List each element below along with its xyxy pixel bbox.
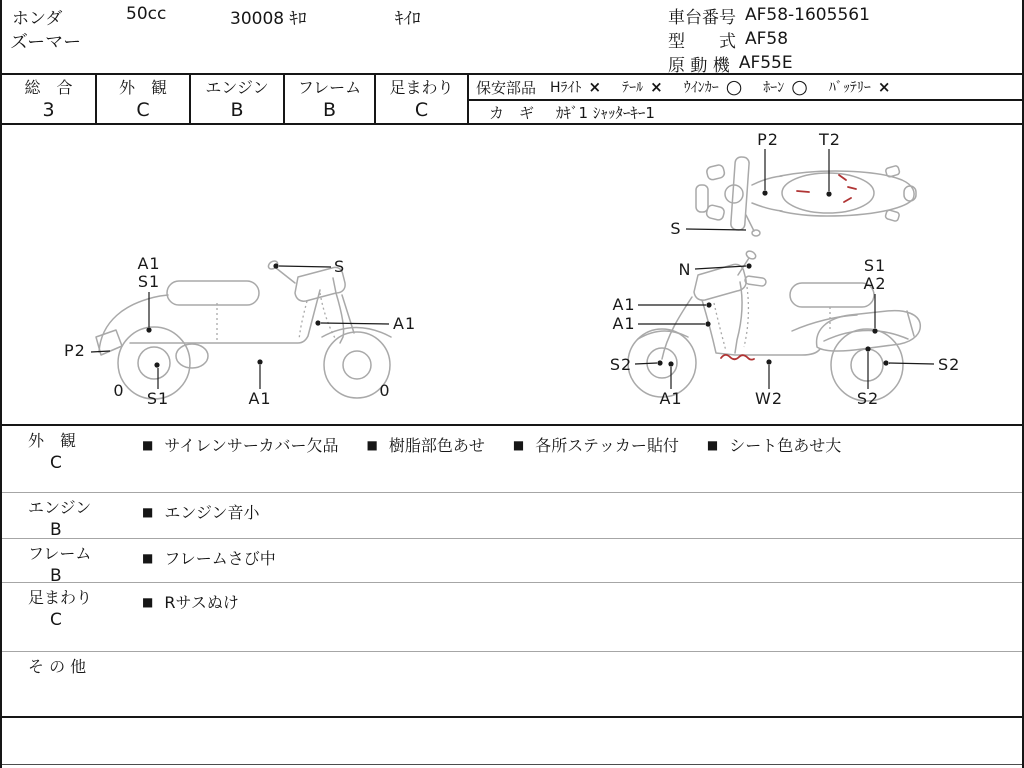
shield-rear-edge bbox=[735, 282, 742, 353]
kickstand-foot bbox=[752, 230, 760, 236]
note-label-block bbox=[2, 539, 142, 586]
damage-mark bbox=[839, 175, 846, 180]
grade-cell-overall bbox=[2, 75, 97, 123]
chassis-number-label: 車台番号 bbox=[668, 7, 736, 28]
leader-line bbox=[279, 266, 331, 267]
note-row-undercarriage bbox=[2, 582, 1022, 651]
status-x-mark: × bbox=[877, 78, 891, 96]
marker-dot bbox=[668, 361, 673, 366]
engine-code-value: AF55E bbox=[738, 53, 793, 73]
safety-item-name: ﾊﾞｯﾃﾘｰ bbox=[828, 80, 871, 96]
safety-item-name: ﾎｰﾝ bbox=[763, 80, 785, 96]
note-label-block bbox=[2, 652, 142, 716]
note-row-exterior bbox=[2, 424, 1022, 492]
engine-code-label: 原 動 機 bbox=[668, 55, 730, 76]
note-row-engine bbox=[2, 492, 1022, 538]
status-circle-mark: ○ bbox=[791, 75, 808, 98]
safety-item-tail bbox=[622, 77, 663, 97]
marker-dot bbox=[762, 190, 767, 195]
mirror bbox=[745, 249, 757, 260]
chassis-number-line bbox=[668, 3, 870, 27]
damage-label-s1: S1 bbox=[137, 272, 161, 291]
mileage: 30008 ｷﾛ bbox=[230, 9, 307, 29]
status-x-mark: × bbox=[588, 78, 602, 96]
note-items bbox=[142, 583, 1022, 651]
front-wheel bbox=[696, 185, 708, 212]
grade-value-frame: B bbox=[322, 99, 337, 121]
damage-label-s2: S2 bbox=[856, 389, 880, 408]
note-label-block bbox=[2, 493, 142, 538]
left-grip bbox=[706, 164, 726, 181]
safety-item-name: ﾃｰﾙ bbox=[622, 80, 644, 96]
safety-parts-label: 保安部品 bbox=[476, 78, 537, 97]
damage-label-w2: W2 bbox=[755, 389, 783, 408]
seat bbox=[167, 281, 259, 305]
damage-mark bbox=[848, 187, 856, 189]
grade-value-overall: 3 bbox=[42, 99, 55, 121]
marker-dot bbox=[146, 327, 151, 332]
note-section-grade: C bbox=[50, 610, 62, 630]
note-row-other bbox=[2, 651, 1022, 716]
grade-label-frame: フレーム bbox=[297, 78, 362, 97]
marker-dot bbox=[273, 263, 278, 268]
damage-label-s2: S2 bbox=[609, 355, 633, 374]
grade-table bbox=[2, 73, 1022, 125]
note-text: サイレンサーカバー欠品 bbox=[164, 436, 339, 455]
safety-item-headlight bbox=[550, 77, 601, 97]
rear-fender bbox=[824, 330, 908, 341]
damage-label-a1: A1 bbox=[248, 389, 272, 408]
bullet-icon: ■ bbox=[142, 594, 154, 609]
maker-name: ホンダ bbox=[12, 9, 63, 29]
note-items bbox=[142, 539, 1022, 582]
marker-dot bbox=[746, 263, 751, 268]
status-circle-mark: ○ bbox=[725, 75, 743, 98]
right-side-view-diagram bbox=[610, 249, 961, 408]
note-item bbox=[142, 500, 260, 523]
note-text: 各所ステッカー貼付 bbox=[535, 436, 679, 455]
note-section-grade: C bbox=[50, 453, 62, 473]
body-lower-edge bbox=[130, 290, 320, 343]
front-hub bbox=[343, 351, 371, 379]
safety-item-winker bbox=[684, 77, 743, 97]
key-label: カ ギ bbox=[489, 103, 535, 122]
note-section-label: フレーム bbox=[28, 544, 92, 563]
note-section-grade: B bbox=[50, 566, 62, 586]
rear-hub bbox=[138, 347, 170, 379]
marker-dot bbox=[154, 362, 159, 367]
damage-label-0: 0 bbox=[379, 381, 391, 400]
grade-label-engine: エンジン bbox=[205, 78, 269, 97]
safety-item-battery bbox=[829, 77, 891, 97]
handle-grip bbox=[745, 276, 767, 287]
note-item bbox=[367, 433, 485, 456]
seat bbox=[790, 283, 874, 307]
marker-dot bbox=[766, 359, 771, 364]
neck-lower-edge bbox=[752, 203, 782, 211]
bullet-icon: ■ bbox=[142, 437, 154, 452]
grade-cell-undercarriage bbox=[376, 75, 469, 123]
displacement: 50cc bbox=[126, 4, 167, 24]
note-label-block bbox=[2, 426, 142, 492]
engine-code-line bbox=[668, 51, 870, 75]
shield-front-edge bbox=[333, 278, 344, 343]
key-value: ｶｷﾞ1 ｼｬｯﾀｰｷｰ1 bbox=[556, 103, 655, 122]
model-code-line bbox=[668, 27, 870, 51]
rear-tab-left bbox=[885, 165, 900, 177]
body-color: ｷｲﾛ bbox=[395, 9, 421, 29]
kickstand-stem bbox=[746, 215, 754, 231]
status-x-mark: × bbox=[650, 78, 663, 96]
shield-seam-dotted bbox=[320, 293, 336, 340]
grade-cell-frame bbox=[285, 75, 376, 123]
damage-diagram-svg bbox=[2, 125, 1022, 424]
note-items bbox=[142, 652, 1022, 716]
bullet-icon: ■ bbox=[142, 504, 154, 519]
rear-tab-right bbox=[885, 210, 900, 222]
damage-label-p2: P2 bbox=[757, 130, 779, 149]
note-text: フレームさび中 bbox=[164, 549, 276, 568]
note-items bbox=[142, 493, 1022, 538]
damage-label-a1: A1 bbox=[137, 254, 161, 273]
grade-cell-engine bbox=[191, 75, 285, 123]
damage-label-0: 0 bbox=[113, 381, 125, 400]
note-item bbox=[142, 546, 276, 569]
note-row-frame bbox=[2, 538, 1022, 586]
safety-item-name: Hﾗｲﾄ bbox=[550, 80, 582, 96]
vehicle-header bbox=[2, 0, 1022, 76]
damage-diagram-area bbox=[2, 125, 1022, 424]
bullet-icon: ■ bbox=[366, 437, 378, 452]
leader-line bbox=[321, 323, 389, 324]
note-section-grade: B bbox=[50, 520, 62, 540]
damage-label-a2: A2 bbox=[863, 274, 887, 293]
leader-line bbox=[889, 363, 934, 364]
note-text: 樹脂部色あせ bbox=[388, 436, 485, 455]
grade-label-overall: 総 合 bbox=[24, 78, 73, 97]
left-side-view-diagram bbox=[64, 254, 416, 408]
top-view-diagram bbox=[670, 130, 916, 238]
note-text: Rサスぬけ bbox=[164, 593, 239, 612]
safety-item-name: ｳｲﾝｶｰ bbox=[683, 80, 719, 96]
note-section-label: 外 観 bbox=[28, 431, 77, 450]
damage-label-a1: A1 bbox=[659, 389, 683, 408]
neck-upper-edge bbox=[752, 176, 782, 185]
marker-dot bbox=[706, 302, 711, 307]
note-item bbox=[142, 433, 339, 456]
front-fork bbox=[662, 297, 692, 359]
handlebar-cover bbox=[694, 264, 746, 300]
damage-label-a1: A1 bbox=[612, 295, 636, 314]
chassis-number-value: AF58-1605561 bbox=[745, 5, 870, 25]
damage-label-s2: S2 bbox=[938, 355, 961, 374]
marker-dot bbox=[257, 359, 262, 364]
marker-dot bbox=[872, 328, 877, 333]
marker-dot bbox=[883, 360, 888, 365]
note-item bbox=[513, 433, 679, 456]
damage-label-n: N bbox=[678, 260, 692, 279]
damage-label-s1: S1 bbox=[146, 389, 170, 408]
note-text: エンジン音小 bbox=[164, 503, 260, 522]
grade-label-exterior: 外 観 bbox=[118, 78, 167, 97]
safety-item-horn bbox=[763, 77, 808, 97]
damage-label-t2: T2 bbox=[819, 130, 841, 149]
mirror-stem bbox=[276, 268, 295, 283]
model-code-value: AF58 bbox=[745, 29, 789, 49]
note-section-label: そ の 他 bbox=[28, 657, 87, 676]
damage-label-s1: S1 bbox=[863, 256, 887, 275]
leader-line bbox=[635, 363, 657, 364]
note-label-block bbox=[2, 583, 142, 651]
body-under-seat bbox=[792, 315, 857, 331]
marker-dot bbox=[865, 346, 870, 351]
damage-mark bbox=[844, 198, 851, 202]
damage-label-s: S bbox=[334, 257, 346, 276]
grade-value-undercarriage: C bbox=[414, 99, 429, 121]
identification-block bbox=[668, 3, 870, 75]
damage-mark bbox=[797, 191, 809, 192]
bullet-icon: ■ bbox=[706, 437, 719, 452]
shield-seam-dotted bbox=[299, 301, 307, 340]
bullet-icon: ■ bbox=[512, 437, 525, 452]
shield-seam-dotted bbox=[714, 303, 726, 351]
grade-value-engine: B bbox=[230, 99, 244, 121]
marker-dot bbox=[315, 320, 320, 325]
note-item bbox=[142, 590, 239, 613]
marker-dot bbox=[657, 360, 662, 365]
key-row bbox=[469, 101, 1022, 123]
marker-dot bbox=[705, 321, 710, 326]
rear-hub bbox=[851, 349, 883, 381]
note-section-label: 足まわり bbox=[28, 588, 93, 607]
grade-label-undercarriage: 足まわり bbox=[389, 78, 454, 97]
shield-seam-dotted bbox=[744, 287, 748, 347]
damage-label-a1: A1 bbox=[612, 314, 636, 333]
note-item bbox=[707, 433, 841, 456]
note-items bbox=[142, 426, 1022, 492]
safety-parts-row bbox=[469, 75, 1022, 101]
right-grip bbox=[706, 204, 726, 221]
bullet-icon: ■ bbox=[142, 550, 154, 565]
damage-label-p2: P2 bbox=[64, 341, 86, 360]
damage-label-s: S bbox=[670, 219, 682, 238]
marker-dot bbox=[826, 191, 831, 196]
steering-column bbox=[730, 157, 749, 231]
damage-label-a1: A1 bbox=[393, 314, 417, 333]
model-code-label: 型 式 bbox=[668, 31, 736, 52]
safety-parts-cell bbox=[469, 75, 1022, 123]
note-section-label: エンジン bbox=[28, 498, 92, 517]
bottom-empty-row bbox=[2, 716, 1022, 765]
muffler bbox=[176, 344, 208, 368]
model-name: ズーマー bbox=[10, 32, 82, 53]
grade-value-exterior: C bbox=[136, 99, 150, 121]
note-text: シート色あせ大 bbox=[729, 436, 842, 455]
grade-cell-exterior bbox=[97, 75, 191, 123]
